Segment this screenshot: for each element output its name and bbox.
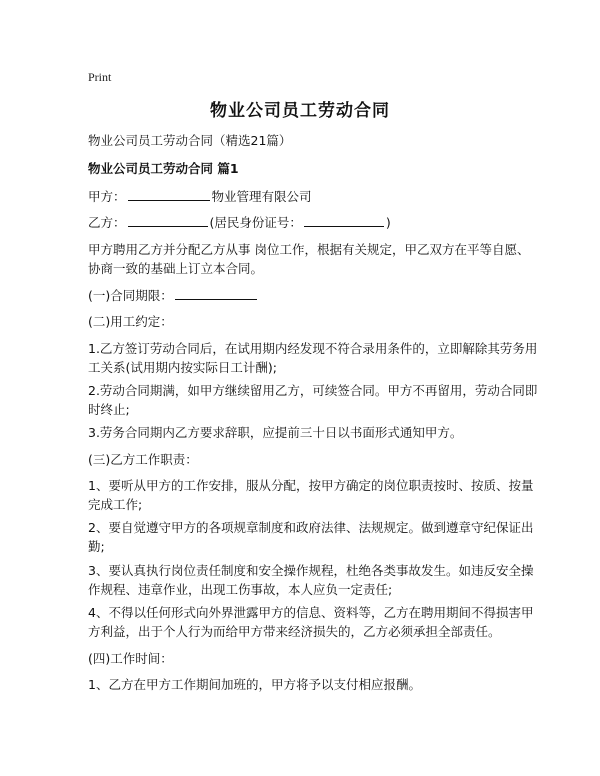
duty-item-line: 完成工作; — [88, 497, 143, 512]
hours-heading: (四)工作时间： — [88, 651, 173, 666]
party-a-label: 甲方： — [88, 189, 126, 204]
employment-item-line: 2.劳动合同期满，如甲方继续留用乙方，可续签合同。甲方不再留用，劳动合同即 — [88, 383, 538, 398]
section-heading: 物业公司员工劳动合同 篇1 — [88, 161, 239, 176]
term-label: (一)合同期限： — [88, 288, 173, 303]
intro-line: 协商一致的基础上订立本合同。 — [88, 261, 264, 276]
party-b-id-blank — [304, 213, 384, 227]
party-b-id-close: ) — [385, 215, 391, 230]
duty-item-line: 2、要自觉遵守甲方的各项规章制度和政府法律、法规规定。做到遵章守纪保证出 — [88, 520, 534, 535]
intro-line: 甲方聘用乙方并分配乙方从事 岗位工作，根据有关规定，甲乙双方在平等自愿、 — [88, 242, 530, 257]
duty-item-line: 作规程、违章作业，出现工伤事故，本人应负一定责任; — [88, 582, 393, 597]
party-b-line — [88, 213, 513, 233]
party-a-suffix: 物业管理有限公司 — [211, 189, 312, 204]
employment-item-line: 1.乙方签订劳动合同后，在试用期内经发现不符合录用条件的，立即解除其劳务用 — [88, 341, 538, 356]
employment-item-line: 工关系(试用期内按实际日工计酬); — [88, 360, 277, 375]
duty-item-line: 1、要听从甲方的工作安排，服从分配，按甲方确定的岗位职责按时、按质、按量 — [88, 478, 534, 493]
hours-item-line: 1、乙方在甲方工作期间加班的，甲方将予以支付相应报酬。 — [88, 677, 421, 692]
party-a-line — [88, 187, 513, 207]
party-b-id-open: (居民身份证号： — [209, 215, 302, 230]
duty-item-line: 勤; — [88, 539, 105, 554]
document-title: 物业公司员工劳动合同 — [210, 101, 390, 121]
term-blank — [175, 286, 257, 300]
term-line — [88, 286, 513, 306]
employment-heading: (二)用工约定： — [88, 314, 173, 329]
duty-item-line: 4、不得以任何形式向外界泄露甲方的信息、资料等，乙方在聘用期间不得损害甲 — [88, 605, 534, 620]
duties-heading: (三)乙方工作职责： — [88, 452, 198, 467]
duty-item-line: 3、要认真执行岗位责任制度和安全操作规程，杜绝各类事故发生。如违反安全操 — [88, 563, 534, 578]
duty-item-line: 方利益，出于个人行为而给甲方带来经济损失的，乙方必须承担全部责任。 — [88, 624, 501, 639]
employment-item-line: 时终止; — [88, 402, 130, 417]
print-label[interactable]: Print — [88, 70, 112, 84]
document-subtitle: 物业公司员工劳动合同（精选21篇） — [88, 133, 292, 148]
employment-item-line: 3.劳务合同期内乙方要求辞职，应提前三十日以书面形式通知甲方。 — [88, 425, 463, 440]
party-a-blank — [128, 187, 210, 201]
party-b-blank — [128, 213, 208, 227]
party-b-label: 乙方： — [88, 215, 126, 230]
